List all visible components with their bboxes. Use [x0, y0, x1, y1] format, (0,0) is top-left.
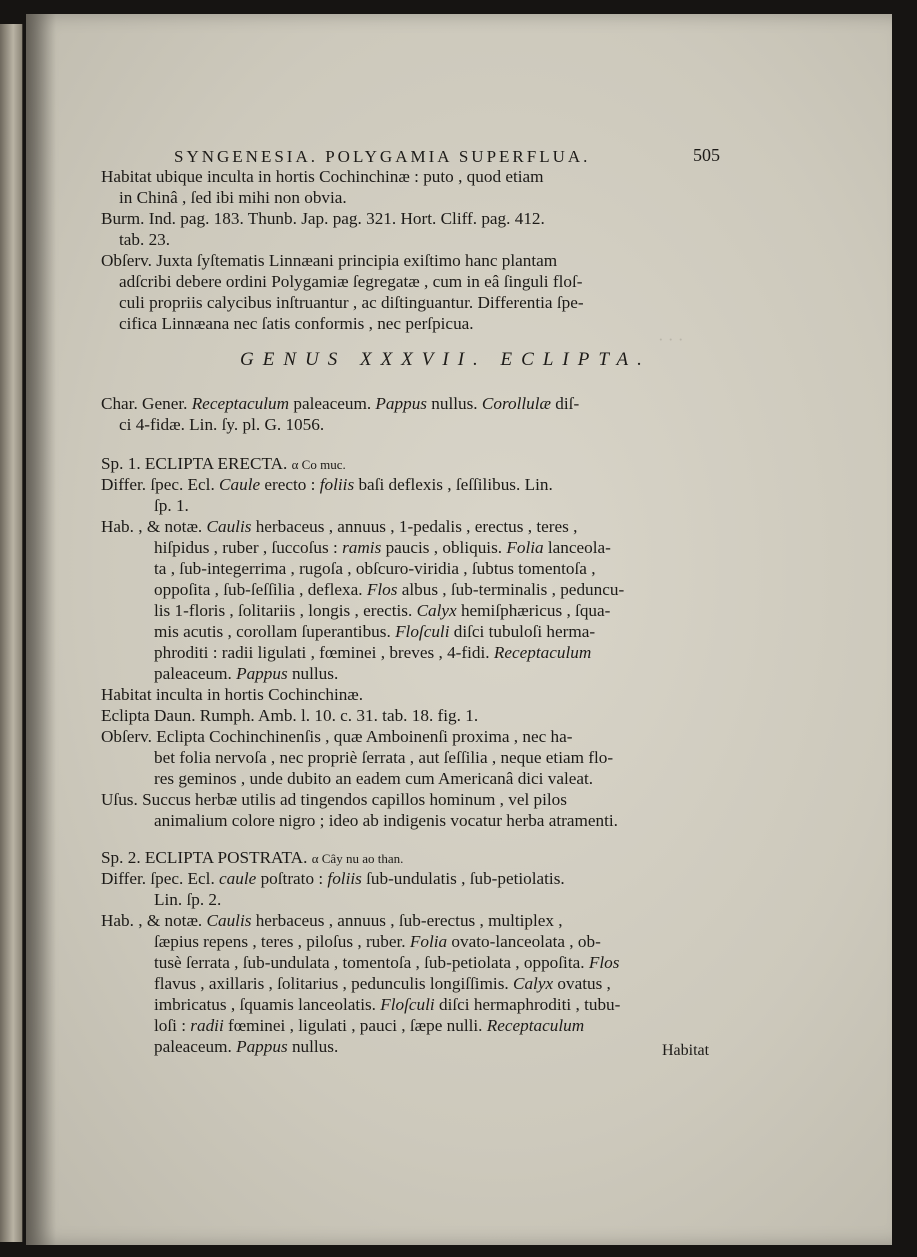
hab-text: oppoſita , ſub-ſeſſilia , deflexa.: [154, 580, 363, 599]
text-line: tab. 23.: [119, 230, 171, 249]
species-1-hab-line: [154, 538, 611, 558]
term-foliis: foliis: [319, 475, 355, 494]
term-flosculi: Floſculi: [395, 622, 450, 641]
species-2-differ-2: Lin. ſp. 2.: [154, 890, 222, 909]
species-1-reference: Eclipta Daun. Rumph. Amb. l. 10. c. 31. tab. 18. fig. 1.: [101, 706, 479, 725]
species-1-observation: res geminos , unde dubito an eadem cum Americanâ dici valeat.: [154, 769, 594, 788]
hab-text: herbaceus , annuus , 1-pedalis , erectus , teres ,: [255, 517, 578, 536]
term-pappus: Pappus: [375, 394, 427, 413]
hab-text: albus , ſub-terminalis , peduncu-: [401, 580, 625, 599]
term-caule: caule: [219, 869, 257, 888]
hab-text: mis acutis , corollam ſuperantibus.: [154, 622, 391, 641]
species-2-hab-line: [154, 974, 611, 994]
previous-page-edge: [0, 24, 23, 1242]
catchword: Habitat: [662, 1042, 710, 1059]
term-caulis: Caulis: [206, 517, 252, 536]
char-text: diſ-: [555, 394, 580, 413]
hab-text: nullus.: [291, 1037, 339, 1056]
char-gener-line: [101, 394, 579, 414]
text-line: Habitat ubique inculta in hortis Cochinchinæ : puto , quod etiam: [101, 167, 544, 186]
species-1-usus: animalium colore nigro ; ideo ab indigenis vocatur herba atramenti.: [154, 811, 618, 830]
page-sheet: [26, 14, 892, 1245]
differ-text: ſub-undulatis , ſub-petiolatis.: [366, 869, 565, 888]
term-flosculi: Floſculi: [380, 995, 435, 1014]
term-caule: Caule: [219, 475, 261, 494]
species-1-title-line: [101, 454, 346, 475]
hab-text: imbricatus , ſquamis lanceolatis.: [154, 995, 376, 1014]
species-1-differ: [101, 475, 553, 495]
differ-text: erecto :: [264, 475, 316, 494]
differ-text: poſtrato :: [260, 869, 324, 888]
hab-text: hiſpidus , ruber , ſuccoſus :: [154, 538, 338, 557]
species-2-differ: [101, 869, 565, 889]
differ-label: Differ. ſpec. Ecl.: [101, 869, 215, 888]
species-1-hab-line: [101, 517, 577, 537]
species-2-hab-line: [154, 953, 619, 973]
species-2-hab-line: [154, 932, 601, 952]
hab-text: ovato-lanceolata , ob-: [451, 932, 601, 951]
hab-text: paleaceum.: [154, 664, 232, 683]
hab-text: diſci hermaphroditi , tubu-: [438, 995, 621, 1014]
text-line: Obſerv. Juxta ſyſtematis Linnæani principia exiſtimo hanc plantam: [101, 251, 558, 270]
species-1-hab-line: ta , ſub-integerrima , rugoſa , obſcuro-viridia , ſubtus tomentoſa ,: [154, 559, 596, 578]
species-2-hab-line: [101, 911, 563, 931]
term-corollulae: Corollulæ: [481, 394, 551, 413]
text-line: Burm. Ind. pag. 183. Thunb. Jap. pag. 321. Hort. Cliff. pag. 412.: [101, 209, 545, 228]
species-2-hab-line: [154, 1016, 584, 1036]
term-receptaculum: Receptaculum: [486, 1016, 585, 1035]
species-1-differ-2: ſp. 1.: [154, 496, 189, 515]
bleed-through-mark: · · ·: [658, 330, 684, 349]
char-gener-label: Char. Gener.: [101, 394, 188, 413]
hab-text: tusè ſerrata , ſub-undulata , tomentoſa , ſub-petiolata , oppoſita.: [154, 953, 585, 972]
term-radii: radii: [190, 1016, 224, 1035]
term-folia: Folia: [409, 932, 448, 951]
species-1-vernacular: α Co muc.: [291, 457, 346, 472]
text-line: in Chinâ , ſed ibi mihi non obvia.: [119, 188, 347, 207]
genus-heading: GENUS XXXVII. ECLIPTA.: [240, 349, 651, 370]
species-2-hab-line: [154, 1037, 338, 1057]
text-line: adſcribi debere ordini Polygamiæ ſegregatæ , cum in eâ ſinguli floſ-: [119, 272, 583, 291]
hab-text: ovatus ,: [557, 974, 611, 993]
text-line: cifica Linnæana nec ſatis conformis , nec perſpicua.: [119, 314, 474, 333]
term-receptaculum: Receptaculum: [191, 394, 290, 413]
species-1-usus: Uſus. Succus herbæ utilis ad tingendos capillos hominum , vel pilos: [101, 790, 567, 809]
species-2-vernacular: α Cây nu ao than.: [311, 851, 404, 866]
term-caulis: Caulis: [206, 911, 252, 930]
species-1-hab-line: [154, 580, 624, 600]
hab-text: paucis , obliquis.: [385, 538, 503, 557]
hab-text: lanceola-: [547, 538, 611, 557]
species-1-observation: Obſerv. Eclipta Cochinchinenſis , quæ Amboinenſi proxima , nec ha-: [101, 727, 573, 746]
hab-text: ſæpius repens , teres , piloſus , ruber.: [154, 932, 406, 951]
species-1-hab-line: [154, 601, 610, 621]
hab-text: loſi :: [154, 1016, 186, 1035]
hab-text: nullus.: [291, 664, 339, 683]
term-flos: Flos: [588, 953, 620, 972]
char-text: nullus.: [431, 394, 478, 413]
term-calyx: Calyx: [513, 974, 554, 993]
term-folia: Folia: [506, 538, 544, 557]
term-ramis: ramis: [342, 538, 382, 557]
species-1-observation: bet folia nervoſa , nec propriè ſerrata , aut ſeſſilia , neque etiam flo-: [154, 748, 614, 767]
hab-text: diſci tubuloſi herma-: [453, 622, 596, 641]
species-2-title-line: [101, 848, 403, 869]
species-1-hab-line: [154, 622, 595, 642]
term-receptaculum: Receptaculum: [493, 643, 592, 662]
differ-text: baſi deflexis , ſeſſilibus. Lin.: [358, 475, 553, 494]
term-foliis: foliis: [327, 869, 362, 888]
species-1-hab-line: [154, 643, 591, 663]
hab-label: Hab. , & notæ.: [101, 517, 203, 536]
species-1-habitat: Habitat inculta in hortis Cochinchinæ.: [101, 685, 364, 704]
gutter-shadow: [26, 14, 56, 1245]
char-gener-line-2: ci 4-fidæ. Lin. ſy. pl. G. 1056.: [119, 415, 325, 434]
hab-label: Hab. , & notæ.: [101, 911, 203, 930]
term-calyx: Calyx: [416, 601, 457, 620]
hab-text: fœminei , ligulati , pauci , ſæpe nulli.: [228, 1016, 483, 1035]
running-head: SYNGENESIA. POLYGAMIA SUPERFLUA.: [174, 147, 591, 166]
hab-text: hemiſphæricus , ſqua-: [460, 601, 611, 620]
hab-text: lis 1-floris , ſolitariis , longis , erectis.: [154, 601, 413, 620]
hab-text: paleaceum.: [154, 1037, 232, 1056]
char-text: paleaceum.: [293, 394, 372, 413]
hab-text: phroditi : radii ligulati , fœminei , breves , 4-fidi.: [154, 643, 490, 662]
text-line: culi propriis calycibus inſtruantur , ac diſtinguantur. Differentia ſpe-: [119, 293, 584, 312]
differ-label: Differ. ſpec. Ecl.: [101, 475, 215, 494]
species-2-hab-line: [154, 995, 620, 1015]
hab-text: flavus , axillaris , ſolitarius , pedunculis longiſſimis.: [154, 974, 509, 993]
term-flos: Flos: [366, 580, 398, 599]
term-pappus: Pappus: [236, 1037, 288, 1056]
species-1-title: Sp. 1. ECLIPTA ERECTA.: [101, 454, 288, 473]
term-pappus: Pappus: [236, 664, 288, 683]
hab-text: herbaceus , annuus , ſub-erectus , multiplex ,: [255, 911, 563, 930]
page-number: 505: [693, 145, 720, 165]
species-1-hab-line: [154, 664, 338, 684]
species-2-title: Sp. 2. ECLIPTA POSTRATA.: [101, 848, 308, 867]
